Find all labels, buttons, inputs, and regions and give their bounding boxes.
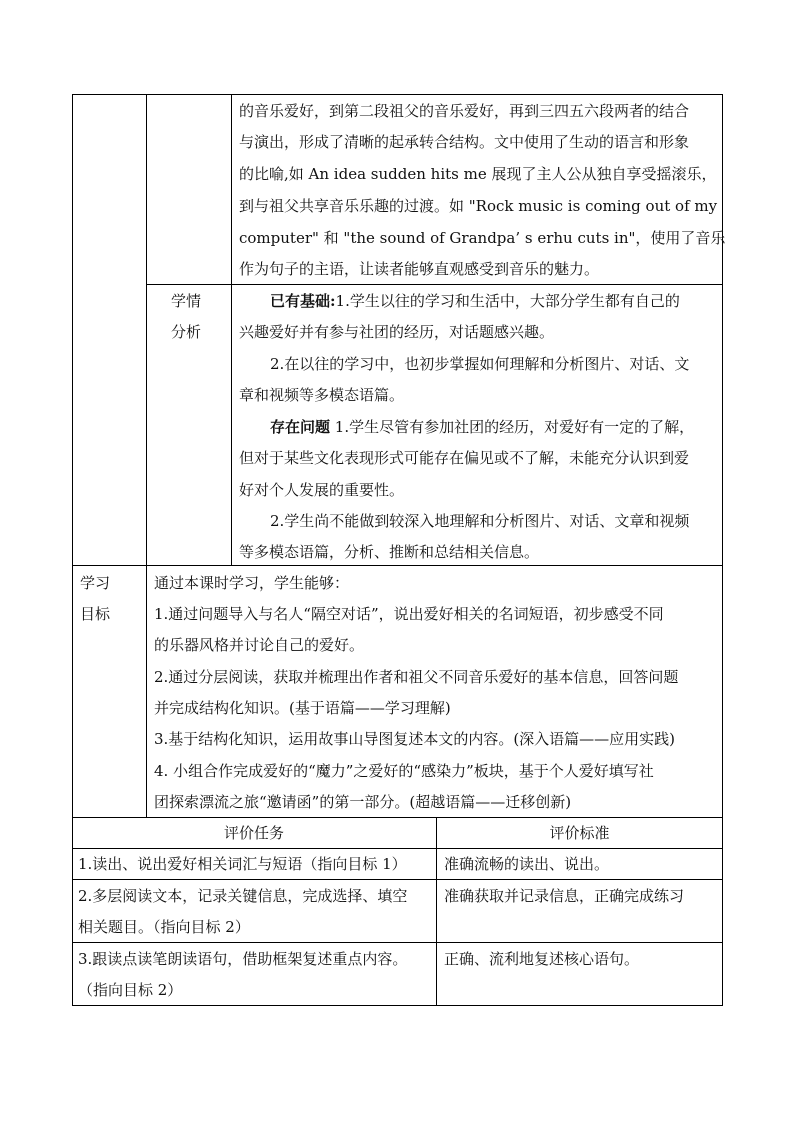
col-divider-goals: [146, 565, 147, 817]
basis-line-1-text: 1.学生以往的学习和生活中，大部分学生都有自己的: [335, 292, 680, 310]
table-border-bottom: [72, 1005, 723, 1006]
goal-line-3: 的乐器风格并讨论自己的爱好。: [154, 636, 365, 654]
eval-header-task: 评价任务: [223, 824, 284, 842]
problem-line-1: [270, 417, 694, 437]
analysis-line-1: 的音乐爱好，到第二段祖父的音乐爱好，再到三四五六段两者的结合: [239, 102, 690, 120]
goal-line-8: 团探索漂流之旅“邀请函”的第一部分。(超越语篇——迁移创新): [154, 793, 572, 811]
problem-heading: 存在问题: [270, 418, 331, 436]
eval-row2-standard: 准确获取并记录信息，正确完成练习: [444, 887, 685, 905]
goal-line-7: 4. 小组合作完成爱好的“魔力”之爱好的“感染力”板块，基于个人爱好填写社: [154, 762, 654, 780]
row-divider-eval-3: [72, 942, 723, 943]
col-divider-1: [146, 94, 147, 565]
student-label-1: 学情: [171, 292, 202, 310]
basis-line-2: 兴趣爱好并有参与社团的经历，对话题感兴趣。: [239, 323, 555, 341]
goal-line-2: 1.通过问题导入与名人“隔空对话”，说出爱好相关的名词短语，初步感受不同: [154, 605, 664, 623]
row-divider-goals: [72, 565, 723, 566]
table-border-top: [72, 94, 723, 95]
row-divider-eval-1: [72, 848, 723, 849]
eval-row3-task-2: （指向目标 2）: [78, 981, 183, 999]
row-divider-eval-header: [72, 817, 723, 818]
analysis-line-5: computer" 和 "the sound of Grandpa’ s erhu cuts in"，使用了音乐: [239, 229, 726, 247]
problem-line-5: 等多模态语篇，分析、推断和总结相关信息。: [239, 543, 540, 561]
basis-line-1: [270, 291, 680, 311]
table-border-left: [72, 94, 73, 1006]
row-divider-eval-2: [72, 879, 723, 880]
basis-line-3: 2.在以往的学习中，也初步掌握如何理解和分析图片、对话、文: [270, 355, 690, 373]
goal-line-4: 2.通过分层阅读，获取并梳理出作者和祖父不同音乐爱好的基本信息，回答问题: [154, 668, 679, 686]
eval-row3-task-1: 3.跟读点读笔朗读语句，借助框架复述重点内容。: [78, 950, 408, 968]
col-divider-2: [231, 94, 232, 565]
analysis-line-6: 作为句子的主语，让读者能够直观感受到音乐的魅力。: [239, 260, 600, 278]
goal-line-5: 并完成结构化知识。(基于语篇——学习理解): [154, 699, 451, 717]
analysis-line-3: 的比喻,如 An idea sudden hits me 展现了主人公从独自享受摇滚乐，: [239, 165, 717, 183]
eval-row1-task: 1.读出、说出爱好相关词汇与短语（指向目标 1）: [78, 855, 407, 873]
analysis-line-2: 与演出，形成了清晰的起承转合结构。文中使用了生动的语言和形象: [239, 133, 690, 151]
problem-line-4: 2.学生尚不能做到较深入地理解和分析图片、对话、文章和视频: [270, 512, 690, 530]
eval-row1-standard: 准确流畅的读出、说出。: [444, 855, 610, 873]
basis-line-4: 章和视频等多模态语篇。: [239, 386, 405, 404]
row-divider-analysis: [146, 284, 723, 285]
goal-line-6: 3.基于结构化知识，运用故事山导图复述本文的内容。(深入语篇——应用实践): [154, 730, 676, 748]
goal-line-1: 通过本课时学习，学生能够：: [154, 574, 350, 592]
eval-row3-standard: 正确、流利地复述核心语句。: [444, 950, 640, 968]
eval-header-standard: 评价标准: [549, 824, 610, 842]
eval-row2-task-2: 相关题目。（指向目标 2）: [78, 918, 250, 936]
basis-heading: 已有基础:: [270, 292, 336, 310]
problem-line-1-text: 1.学生尽管有参加社团的经历，对爱好有一定的了解，: [330, 418, 695, 436]
problem-line-2: 但对于某些文化表现形式可能存在偏见或不了解，未能充分认识到爱: [239, 449, 690, 467]
problem-line-3: 好对个人发展的重要性。: [239, 481, 405, 499]
eval-row2-task-1: 2.多层阅读文本，记录关键信息，完成选择、填空: [78, 887, 408, 905]
goals-label-1: 学习: [80, 574, 111, 592]
goals-label-2: 目标: [80, 605, 111, 623]
col-divider-eval: [436, 817, 437, 1006]
analysis-line-4: 到与祖父共享音乐乐趣的过渡。如 "Rock music is coming out of my: [239, 197, 718, 215]
student-label-2: 分析: [171, 323, 202, 341]
